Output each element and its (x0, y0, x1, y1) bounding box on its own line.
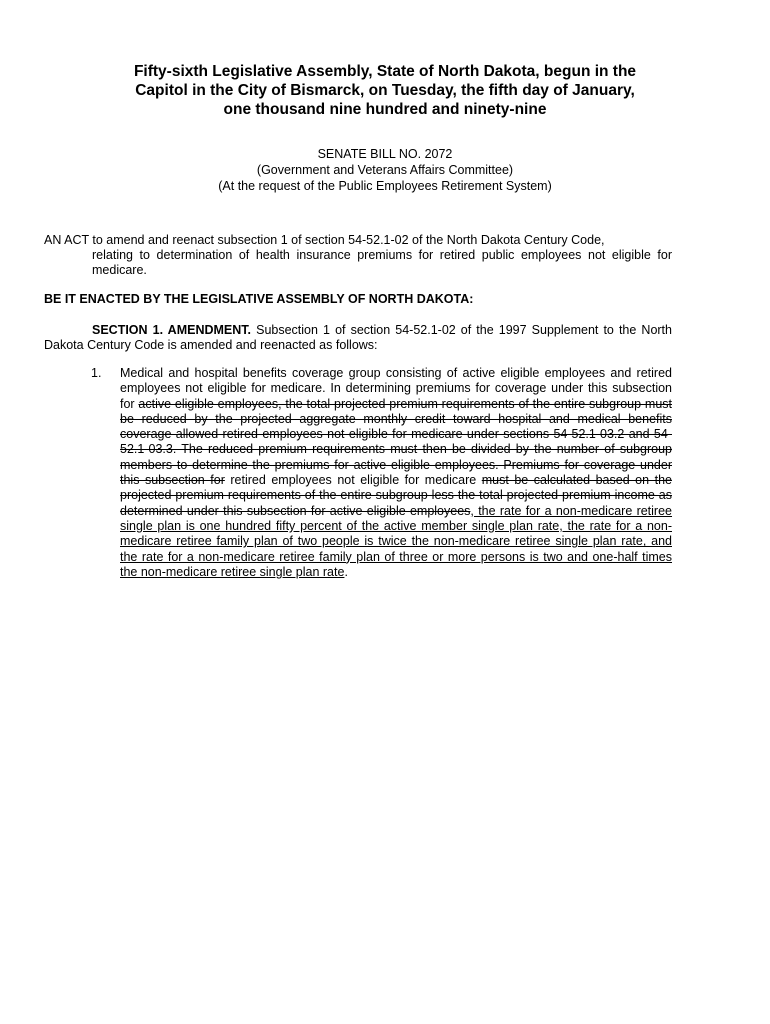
struck-text-b: must be calculated based on the projected premium requirements of the entire subgroup less the total projected premium income as determined under this subsection for active eligible employees (120, 473, 672, 518)
subsection-body (120, 366, 672, 580)
section-text: Subsection 1 of section 54-52.1-02 of the 1997 Supplement to the North Dakota Century Code is amended and reenacted as follows: (44, 323, 672, 352)
subsection-1 (44, 366, 672, 580)
title-line-3: one thousand nine hundred and ninety-nine (223, 101, 547, 118)
title-line-1: Fifty-sixth Legislative Assembly, State of North Dakota, begun in the (133, 63, 637, 80)
act-first-line: AN ACT to amend and reenact subsection 1 of section 54-52.1-02 of the North Dakota Century Code, (44, 233, 605, 247)
subsection-number: 1. (91, 366, 102, 380)
enacting-clause: BE IT ENACTED BY THE LEGISLATIVE ASSEMBLY OF NORTH DAKOTA: (44, 292, 474, 306)
committee-name: (Government and Veterans Affairs Committee) (256, 163, 514, 177)
inserted-text: , the rate for a non-medicare retiree single plan is one hundred fifty percent of the active member single plan rate, the rate for a non-medicare retiree family plan of two people is twice the non-medicare retiree single plan rate, and the rate for a non-medicare retiree family plan of three or more persons is two and one-half times the non-medicare retiree single plan rate (120, 503, 673, 579)
struck-text-a: active eligible employees, the total projected premium requirements of the entire subgroup must be reduced by the projected aggregate monthly credit toward hospital and medical benefits coverage allowed retired employees not eligible for medicare under sections 54-52.1-03.2 and 54-52.1-03.3. The reduced premium requirements must then be divided by the number of subgroup members to determine the premiums for active eligible employees. Premiums for coverage under this subsection for (120, 396, 672, 488)
bill-number: SENATE BILL NO. 2072 (317, 147, 453, 161)
request-note: (At the request of the Public Employees Retirement System) (218, 179, 552, 193)
assembly-title (40, 62, 730, 119)
title-line-2: Capitol in the City of Bismarck, on Tuesday, the fifth day of January, (135, 82, 635, 99)
bill-info (40, 146, 730, 194)
section-1 (44, 323, 672, 353)
subsection-end: . (344, 564, 348, 579)
section-heading: SECTION 1. AMENDMENT. (92, 323, 252, 337)
subsection-text-b: retired employees not eligible for medicare (230, 473, 477, 488)
act-title (44, 233, 672, 278)
act-rest: relating to determination of health insurance premiums for retired public employees not eligible for medicare. (92, 248, 672, 277)
subsection-text-a: Medical and hospital benefits coverage group consisting of active eligible employees and retired employees not eligible for medicare. In determining premiums for coverage under this subsection for (120, 366, 672, 411)
